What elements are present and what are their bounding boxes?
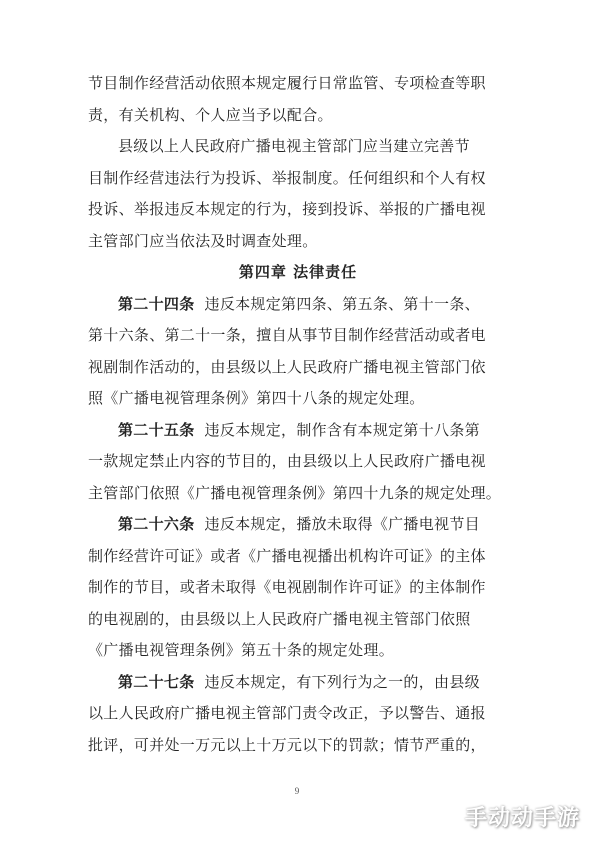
paragraph-line: 主管部门依照《广播电视管理条例》第四十九条的规定处理。 <box>88 483 502 502</box>
article-26-line <box>88 509 508 541</box>
paragraph-line: 目制作经营违法行为投诉、举报制度。任何组织和个人有权 <box>88 168 486 187</box>
paragraph-line: 主管部门应当依法及时调查处理。 <box>88 231 318 250</box>
paragraph-line: 节目制作经营活动依照本规定履行日常监管、专项检查等职 <box>88 74 486 92</box>
article-27-line <box>88 667 508 699</box>
article-text: 违反本规定第四条、第五条、第十一条、 <box>204 294 480 313</box>
paragraph-line: 制作的节目，或者未取得《电视剧制作许可证》的主体制作 <box>88 578 486 596</box>
paragraph-line: 批评，可并处一万元以上十万元以下的罚款；情节严重的， <box>88 735 486 754</box>
paragraph-line: 视剧制作活动的，由县级以上人民政府广播电视主管部门依 <box>88 357 486 376</box>
paragraph-line: 以上人民政府广播电视主管部门责令改正，予以警告、通报 <box>88 704 486 722</box>
article-24-line <box>88 289 508 321</box>
paragraph-line: 照《广播电视管理条例》第四十八条的规定处理。 <box>88 389 425 407</box>
article-25-line <box>88 415 508 447</box>
paragraph-line: 投诉、举报违反本规定的行为，接到投诉、举报的广播电视 <box>88 200 486 218</box>
paragraph-line: 一款规定禁止内容的节目的，由县级以上人民政府广播电视 <box>88 452 486 470</box>
article-number: 第二十六条 <box>118 515 195 533</box>
article-text: 违反本规定，制作含有本规定第十八条第 <box>204 420 480 439</box>
article-text: 违反本规定，有下列行为之一的，由县级 <box>204 672 480 691</box>
article-number: 第二十七条 <box>118 672 195 691</box>
paragraph-line: 责，有关机构、个人应当予以配合。 <box>88 105 333 124</box>
paragraph-line: 的电视剧的，由县级以上人民政府广播电视主管部门依照 <box>88 609 471 628</box>
chapter-heading: 第四章 法律责任 <box>238 263 358 281</box>
article-text: 违反本规定，播放未取得《广播电视节目 <box>204 515 480 533</box>
paragraph-line: 《广播电视管理条例》第五十条的规定处理。 <box>88 641 395 659</box>
paragraph-line: 县级以上人民政府广播电视主管部门应当建立完善节 <box>118 137 470 155</box>
paragraph-line: 制作经营许可证》或者《广播电视播出机构许可证》的主体 <box>88 546 486 565</box>
paragraph-line: 第十六条、第二十一条，擅自从事节目制作经营活动或者电 <box>88 326 486 344</box>
document-body <box>88 68 508 761</box>
article-number: 第二十五条 <box>118 420 195 439</box>
page-number: 9 <box>294 786 300 796</box>
article-number: 第二十四条 <box>118 294 195 313</box>
watermark-logo: 手动动手游 <box>464 806 580 831</box>
